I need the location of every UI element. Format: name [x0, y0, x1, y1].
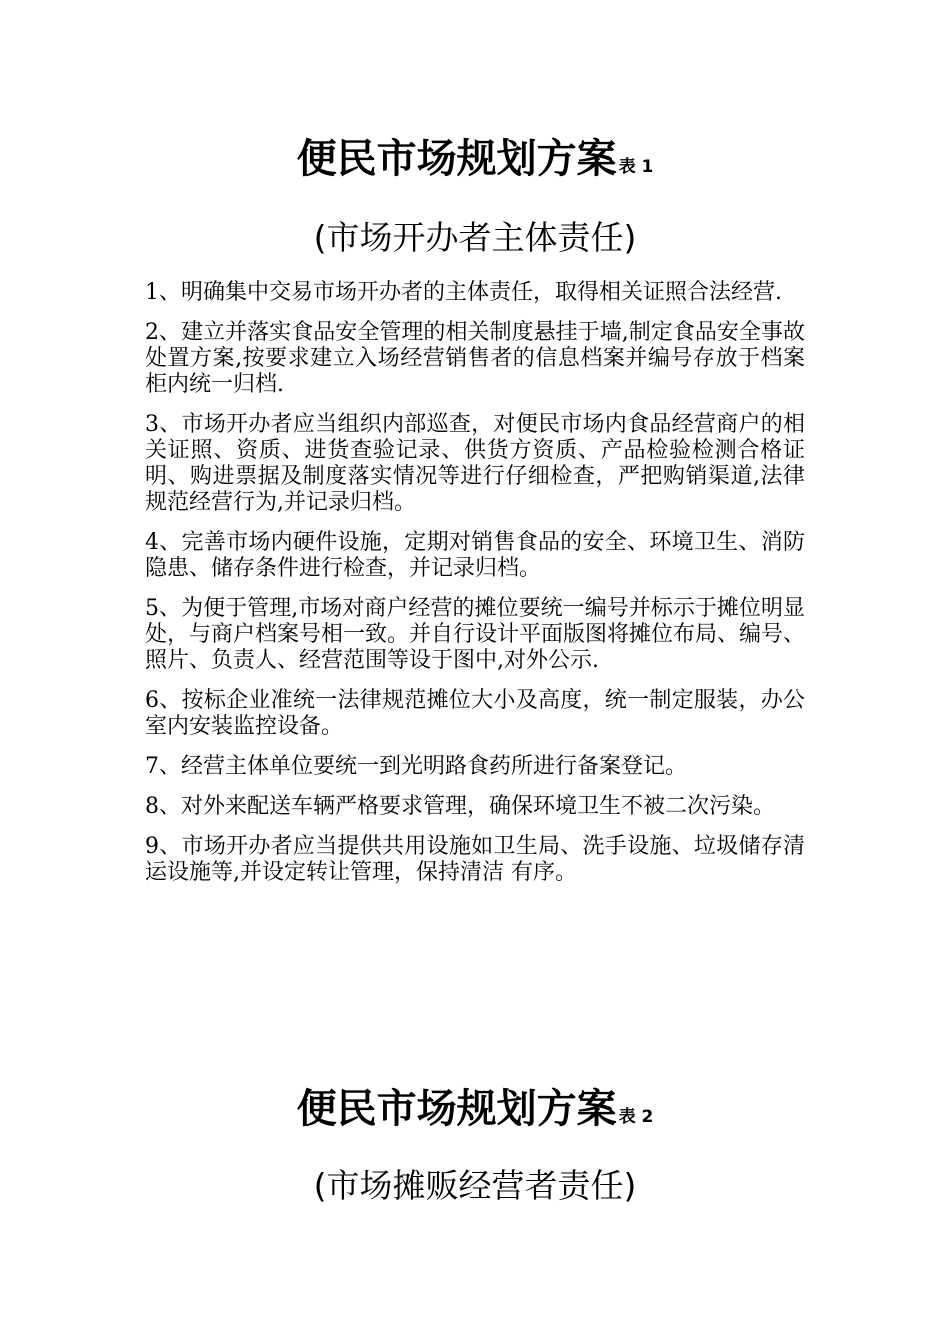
- sheet-subtitle: (市场开办者主体责任): [313, 218, 637, 257]
- responsibility-item-8: 8、对外来配送车辆严格要求管理，确保环境卫生不被二次污染。: [145, 794, 775, 819]
- sheet-title-text: 便民市场规划方案: [296, 1086, 617, 1132]
- sheet-title-suffix: 表 1: [618, 157, 654, 177]
- responsibility-item-6: 6、按标企业准统一法律规范摊位大小及高度，统一制定服装，办公室内安装监控设备。: [145, 688, 805, 739]
- sheet-title-suffix: 表 2: [618, 1107, 654, 1127]
- responsibility-item-9: 9、市场开办者应当提供共用设施如卫生局、洗手设施、垃圾储存清运设施等,并设定转让管理，保持清洁 有序。: [145, 834, 805, 885]
- responsibility-item-5: 5、为便于管理,市场对商户经营的摊位要统一编号并标示于摊位明显处，与商户档案号相一致。并自行设计平面版图将摊位布局、编号、照片、负责人、经营范围等设于图中,对外公示.: [145, 596, 806, 673]
- responsibility-item-4: 4、完善市场内硬件设施，定期对销售食品的安全、环境卫生、消防隐患、储存条件进行检查，并记录归档。: [145, 530, 805, 581]
- responsibility-list: [145, 280, 805, 886]
- responsibility-item-7: 7、经营主体单位要统一到光明路食药所进行备案登记。: [145, 754, 687, 779]
- sheet-title: [145, 1082, 805, 1144]
- sheet-title: [145, 132, 805, 194]
- sheet-title-text: 便民市场规划方案: [296, 136, 617, 182]
- responsibility-item-1: 1、明确集中交易市场开办者的主体责任，取得相关证照合法经营.: [145, 280, 782, 305]
- sheet-subtitle: (市场摊贩经营者责任): [313, 1166, 637, 1205]
- responsibility-item-3: 3、市场开办者应当组织内部巡查，对便民市场内食品经营商户的相关证照、资质、进货查验记录、供货方资质、产品检验检测合格证明、购进票据及制度落实情况等进行仔细检查，严把购销渠道,法律规范经营行为,并记录归档。: [145, 412, 805, 515]
- plan-sheet-1: [145, 132, 805, 900]
- responsibility-item-2: 2、建立并落实食品安全管理的相关制度悬挂于墙,制定食品安全事故处置方案,按要求建立入场经营销售者的信息档案并编号存放于档案柜内统一归档.: [145, 320, 805, 397]
- plan-sheet-2: [145, 1082, 805, 1208]
